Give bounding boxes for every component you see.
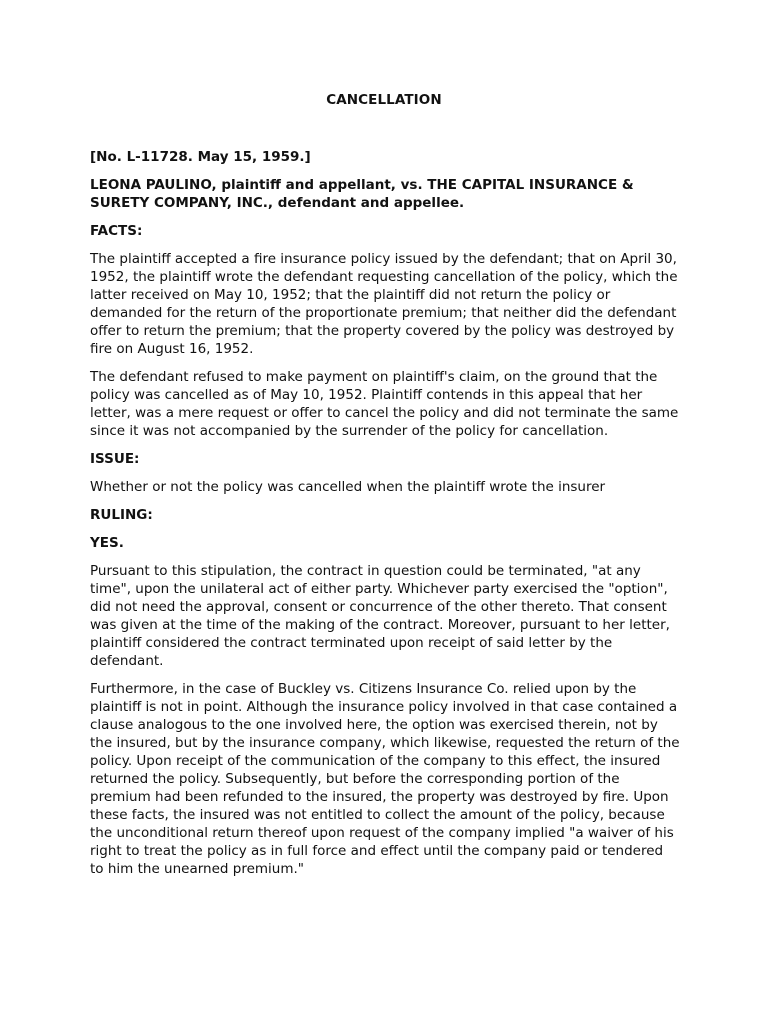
case-number: [No. L-11728. May 15, 1959.]: [90, 149, 311, 165]
ruling-heading: RULING:: [90, 507, 153, 523]
issue-heading: ISSUE:: [90, 451, 140, 467]
facts-heading: FACTS:: [90, 223, 143, 239]
ruling-paragraph-1: Pursuant to this stipulation, the contract in question could be terminated, "at any time", upon the unilateral act of either party. Whichever party exercised the "option", did not need the approval, consent or concurrence of the other thereto. That consent was given at the time of the making of the contract. Moreover, pursuant to her letter, plaintiff considered the contract terminated upon receipt of said letter by the defendant.: [90, 563, 670, 669]
facts-paragraph-1: The plaintiff accepted a fire insurance policy issued by the defendant; that on April 30, 1952, the plaintiff wrote the defendant requesting cancellation of the policy, which the latter received on May 10, 1952; that the plaintiff did not return the policy or demanded for the return of the proportionate premium; that neither did the defendant offer to return the premium; that the property covered by the policy was destroyed by fire on August 16, 1952.: [90, 251, 678, 357]
document-title: CANCELLATION: [326, 92, 442, 108]
issue-text: Whether or not the policy was cancelled when the plaintiff wrote the insurer: [90, 479, 606, 495]
ruling-answer: YES.: [90, 535, 124, 551]
ruling-paragraph-2: Furthermore, in the case of Buckley vs. Citizens Insurance Co. relied upon by the plaintiff is not in point. Although the insurance policy involved in that case contained a clause analogous to the one involved here, the option was exercised therein, not by the insured, but by the insurance company, which likewise, requested the return of the policy. Upon receipt of the communication of the company to this effect, the insured returned the policy. Subsequently, but before the corresponding portion of the premium had been refunded to the insured, the property was destroyed by fire. Upon these facts, the insured was not entitled to collect the amount of the policy, because the unconditional return thereof upon request of the company implied "a waiver of his right to treat the policy as in full force and effect until the company paid or tendered to him the unearned premium.": [90, 681, 680, 877]
document-body: [90, 148, 680, 888]
facts-paragraph-2: The defendant refused to make payment on plaintiff's claim, on the ground that the policy was cancelled as of May 10, 1952. Plaintiff contends in this appeal that her letter, was a mere request or offer to cancel the policy and did not terminate the same since it was not accompanied by the surrender of the policy for cancellation.: [90, 369, 679, 439]
case-parties: LEONA PAULINO, plaintiff and appellant, vs. THE CAPITAL INSURANCE & SURETY COMPANY, INC., defendant and appellee.: [90, 177, 634, 211]
